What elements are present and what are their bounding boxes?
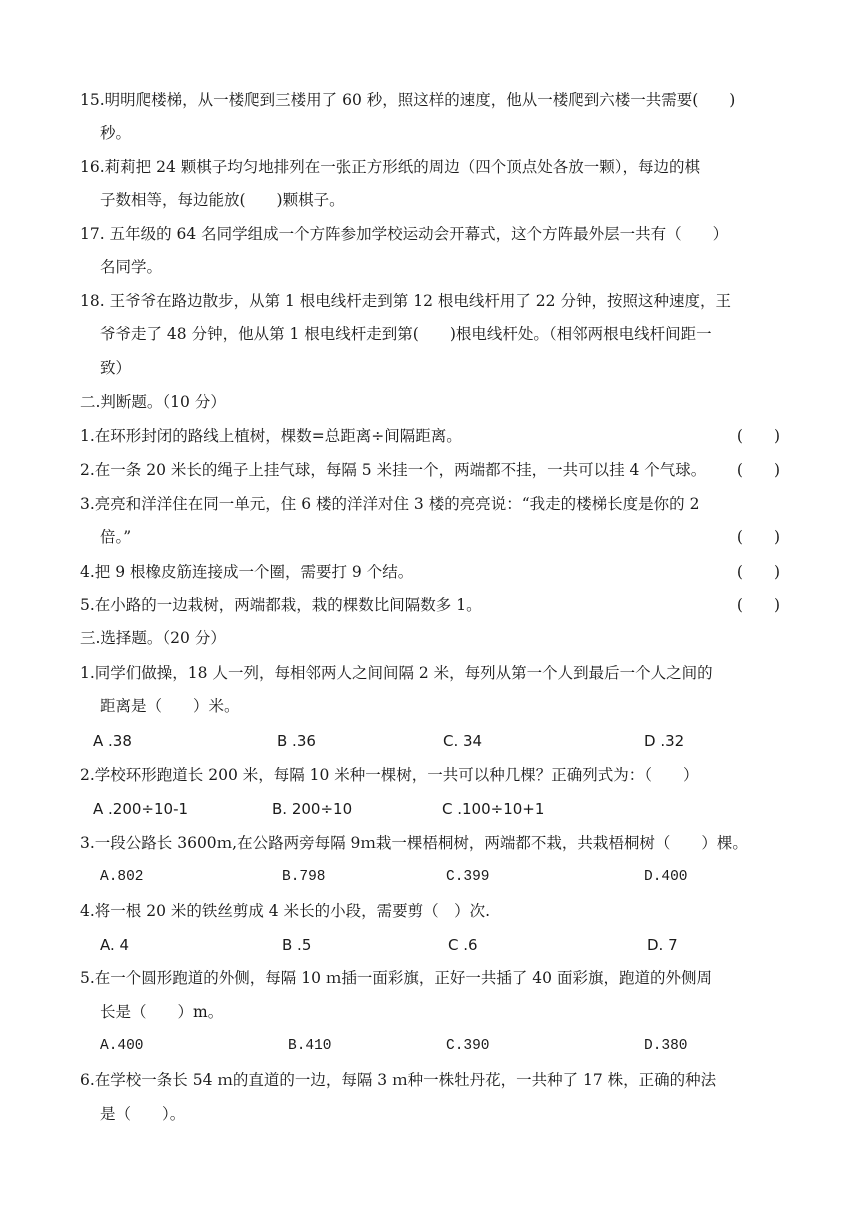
tf-question-3-line-2: 倍。” — [100, 528, 132, 546]
mc-question-5-option-b[interactable]: B.410 — [288, 1038, 332, 1054]
question-18-line-2: 爷爷走了 48 分钟，他从第 1 根电线杆走到第( )根电线杆处。（相邻两根电线杆间距一 — [100, 325, 712, 343]
mc-question-1-option-b[interactable]: B .36 — [277, 732, 316, 750]
mc-question-6-line-2: 是（ ）。 — [100, 1105, 186, 1123]
question-17-line-2: 名同学。 — [100, 258, 163, 276]
mc-question-3-option-a[interactable]: A.802 — [100, 869, 144, 885]
mc-question-4-text: 4.将一根 20 米的铁丝剪成 4 米长的小段，需要剪（ ）次. — [80, 902, 491, 920]
section-2-heading: 二.判断题。（10 分） — [80, 393, 226, 411]
mc-question-3-option-d[interactable]: D.400 — [644, 869, 688, 885]
question-15-line-1: 15.明明爬楼梯，从一楼爬到三楼用了 60 秒，照这样的速度，他从一楼爬到六楼一共需要( ) — [80, 91, 736, 109]
tf-question-2-text: 2.在一条 20 米长的绳子上挂气球，每隔 5 米挂一个，两端都不挂，一共可以挂 4 个气球。 — [80, 461, 707, 479]
mc-question-2-option-a[interactable]: A .200÷10-1 — [93, 800, 189, 818]
mc-question-5-line-2: 长是（ ）m。 — [100, 1003, 224, 1021]
question-16-line-1: 16.莉莉把 24 颗棋子均匀地排列在一张正方形纸的周边（四个顶点处各放一颗），每边的棋 — [80, 158, 700, 176]
section-3-heading: 三.选择题。（20 分） — [80, 629, 226, 647]
question-15-line-2: 秒。 — [100, 124, 132, 142]
tf-question-5-text: 5.在小路的一边栽树，两端都栽，栽的棵数比间隔数多 1。 — [80, 596, 482, 614]
mc-question-2-option-c[interactable]: C .100÷10+1 — [442, 800, 545, 818]
mc-question-5-line-1: 5.在一个圆形跑道的外侧，每隔 10 ｍ插一面彩旗，正好一共插了 40 面彩旗，跑道的外侧周 — [80, 969, 712, 987]
tf-question-4-text: 4.把 9 根橡皮筋连接成一个圈，需要打 9 个结。 — [80, 563, 414, 581]
tf-question-1-text: 1.在环形封闭的路线上植树，棵数=总距离÷间隔距离。 — [80, 427, 462, 445]
mc-question-2-option-b[interactable]: B. 200÷10 — [272, 800, 353, 818]
mc-question-3-option-b[interactable]: B.798 — [282, 869, 326, 885]
mc-question-1-option-d[interactable]: D .32 — [644, 732, 685, 750]
mc-question-4-option-c[interactable]: C .6 — [448, 936, 478, 954]
tf-question-5-answer-blank[interactable]: ( ) — [736, 596, 780, 614]
tf-question-3-answer-blank[interactable]: ( ) — [736, 528, 780, 546]
mc-question-6-line-1: 6.在学校一条长 54 ｍ的直道的一边，每隔 3 ｍ种一株牡丹花，一共种了 17 株，正确的种法 — [80, 1071, 717, 1089]
mc-question-4-option-b[interactable]: B .5 — [282, 936, 312, 954]
tf-question-4-answer-blank[interactable]: ( ) — [736, 563, 780, 581]
mc-question-5-option-a[interactable]: A.400 — [100, 1038, 144, 1054]
question-17-line-1: 17. 五年级的 64 名同学组成一个方阵参加学校运动会开幕式，这个方阵最外层一共有（ ） — [80, 225, 729, 243]
tf-question-3-line-1: 3.亮亮和洋洋住在同一单元，住 6 楼的洋洋对住 3 楼的亮亮说：“我走的楼梯长度是你的 2 — [80, 495, 700, 513]
mc-question-3-text: 3.一段公路长 3600ｍ,在公路两旁每隔 9ｍ栽一棵梧桐树，两端都不栽，共栽梧桐树（ ）棵。 — [80, 834, 748, 852]
question-18-line-1: 18. 王爷爷在路边散步，从第 1 根电线杆走到第 12 根电线杆用了 22 分钟，按照这种速度，王 — [80, 292, 731, 310]
mc-question-5-option-c[interactable]: C.390 — [446, 1038, 490, 1054]
tf-question-1-answer-blank[interactable]: ( ) — [736, 427, 780, 445]
mc-question-1-line-2: 距离是（ ）米。 — [100, 697, 240, 715]
mc-question-4-option-a[interactable]: A. 4 — [100, 936, 130, 954]
mc-question-1-option-a[interactable]: A .38 — [93, 732, 132, 750]
mc-question-5-option-d[interactable]: D.380 — [644, 1038, 688, 1054]
mc-question-2-text: 2.学校环形跑道长 200 米，每隔 10 米种一棵树，一共可以种几棵？正确列式为：（ ） — [80, 766, 699, 784]
question-16-line-2: 子数相等，每边能放( )颗棋子。 — [100, 191, 345, 209]
mc-question-1-line-1: 1.同学们做操，18 人一列，每相邻两人之间间隔 2 米，每列从第一个人到最后一个人之间的 — [80, 664, 713, 682]
question-18-line-3: 致） — [100, 359, 132, 377]
tf-question-2-answer-blank[interactable]: ( ) — [736, 461, 780, 479]
mc-question-3-option-c[interactable]: C.399 — [446, 869, 490, 885]
mc-question-1-option-c[interactable]: C. 34 — [443, 732, 483, 750]
mc-question-4-option-d[interactable]: D. 7 — [647, 936, 678, 954]
